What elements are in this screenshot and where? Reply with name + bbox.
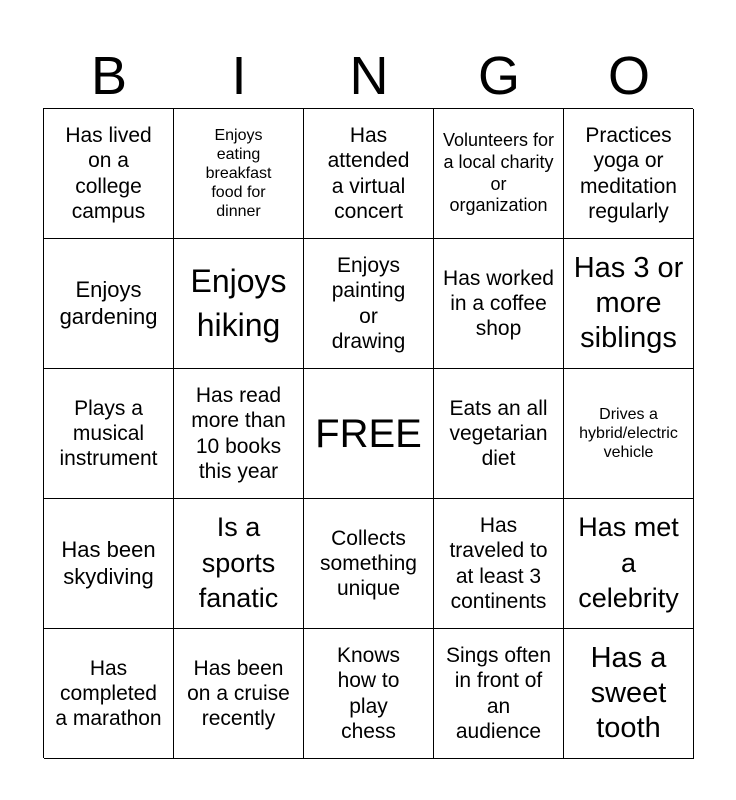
cell-text: Has been skydiving <box>61 537 156 589</box>
free-space-cell[interactable] <box>304 369 434 499</box>
bingo-cell[interactable] <box>304 109 434 239</box>
cell-text: Enjoys hiking <box>190 263 287 343</box>
bingo-cell[interactable] <box>434 369 564 499</box>
bingo-cell[interactable] <box>174 239 304 369</box>
cell-text: Drives a hybrid/electric vehicle <box>579 405 678 462</box>
bingo-cell[interactable] <box>564 239 694 369</box>
cell-text: Has worked in a coffee shop <box>443 266 554 341</box>
cell-text: Has read more than 10 books this year <box>191 384 286 483</box>
cell-text: FREE <box>315 411 422 456</box>
bingo-cell[interactable] <box>44 109 174 239</box>
cell-text: Has a sweet tooth <box>590 642 667 744</box>
bingo-cell[interactable] <box>564 369 694 499</box>
cell-text: Practices yoga or meditation regularly <box>580 124 677 223</box>
cell-text: Has lived on a college campus <box>65 124 152 223</box>
bingo-cell[interactable] <box>434 109 564 239</box>
bingo-cell[interactable] <box>304 629 434 759</box>
header-letter-g: G <box>477 46 520 106</box>
cell-text: Has been on a cruise recently <box>187 656 290 731</box>
bingo-grid <box>43 108 693 758</box>
cell-text: Eats an all vegetarian diet <box>449 396 548 471</box>
bingo-cell[interactable] <box>174 109 304 239</box>
cell-text: Volunteers for a local charity or organization <box>442 130 555 216</box>
cell-text: Collects something unique <box>320 526 417 601</box>
cell-text: Plays a musical instrument <box>59 396 158 471</box>
cell-text: Has completed a marathon <box>55 656 162 731</box>
bingo-cell[interactable] <box>44 369 174 499</box>
header-letter-n: N <box>349 46 389 106</box>
bingo-cell[interactable] <box>434 499 564 629</box>
bingo-cell[interactable] <box>174 629 304 759</box>
header-letter-b: B <box>90 46 128 106</box>
cell-text: Enjoys painting or drawing <box>331 254 406 353</box>
cell-text: Has 3 or more siblings <box>573 252 684 354</box>
cell-text: Has traveled to at least 3 continents <box>449 514 548 613</box>
bingo-cell[interactable] <box>44 239 174 369</box>
bingo-cell[interactable] <box>434 629 564 759</box>
cell-text: Has attended a virtual concert <box>327 124 410 223</box>
bingo-cell[interactable] <box>564 629 694 759</box>
cell-text: Sings often in front of an audience <box>445 644 552 743</box>
bingo-cell[interactable] <box>304 239 434 369</box>
cell-text: Enjoys gardening <box>59 277 158 329</box>
header-letter-i: I <box>231 46 247 106</box>
bingo-cell[interactable] <box>174 369 304 499</box>
cell-text: Has met a celebrity <box>578 512 679 614</box>
header-letter-o: O <box>607 46 650 106</box>
bingo-cell[interactable] <box>304 499 434 629</box>
bingo-cell[interactable] <box>44 629 174 759</box>
bingo-cell[interactable] <box>44 499 174 629</box>
cell-text: Knows how to play chess <box>336 644 401 743</box>
bingo-cell[interactable] <box>564 499 694 629</box>
bingo-cell[interactable] <box>434 239 564 369</box>
bingo-header <box>44 46 694 106</box>
cell-text: Is a sports fanatic <box>198 512 279 614</box>
cell-text: Enjoys eating breakfast food for dinner <box>205 126 272 221</box>
bingo-cell[interactable] <box>174 499 304 629</box>
bingo-cell[interactable] <box>564 109 694 239</box>
